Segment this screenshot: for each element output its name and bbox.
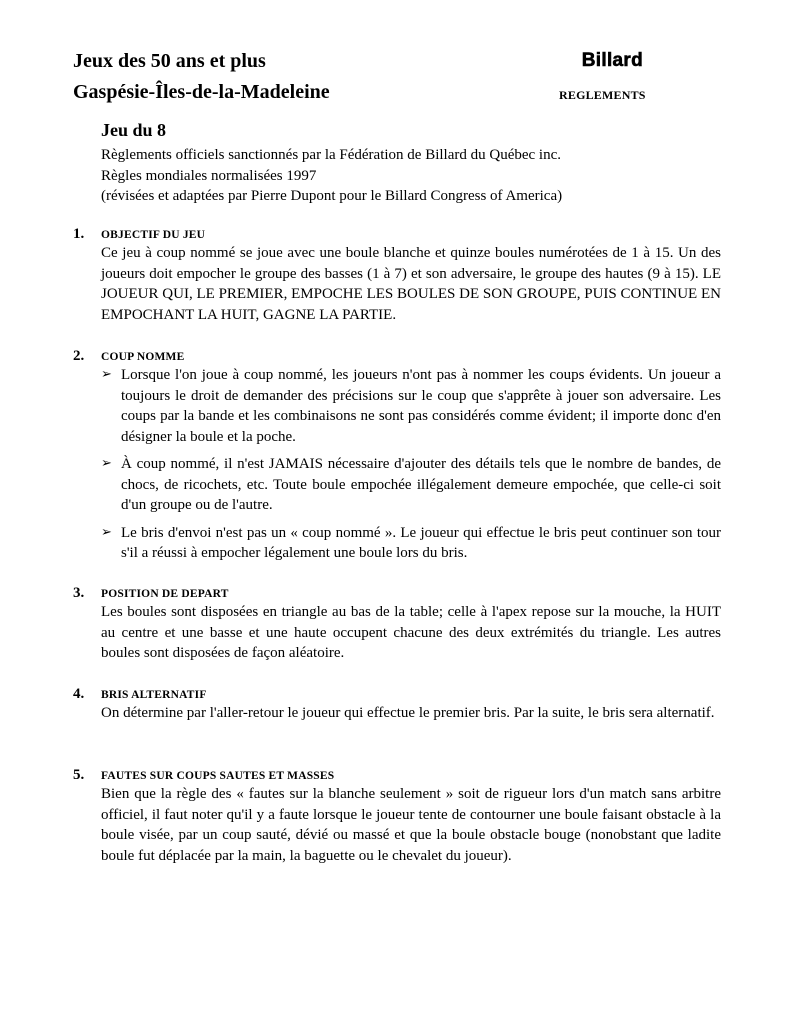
- section-number: 4.: [73, 686, 85, 702]
- section-number: 3.: [73, 585, 85, 601]
- section-bris-alternatif: [73, 686, 721, 724]
- section-body: Les boules sont disposées en triangle au bas de la table; celle à l'apex repose sur la mouche, la HUIT au centre et une basse et une haute occupent chacune des deux extrémités du triangle. Les autres boules sont disposées de façon aléatoire.: [101, 604, 721, 661]
- section-coup-nomme: [73, 348, 721, 571]
- section-body: Bien que la règle des « fautes sur la blanche seulement » soit de rigueur lors d'un match sans arbitre officiel, il faut noter qu'il y a faute lorsque le joueur tente de contourner une boule faisant obstacle à la boule visée, par un coup sauté, dévié ou massé et que la boule obstacle bouge (nonobstant que ladite boule fut déplacée par la main, la baguette ou le chevalet du joueur).: [101, 786, 721, 864]
- bullet-list: [101, 365, 721, 564]
- section-title: OBJECTIF DU JEU: [101, 229, 206, 241]
- section-title: COUP NOMME: [101, 351, 185, 363]
- header-doc-type: REGLEMENTS: [559, 88, 646, 102]
- bullet-text: Lorsque l'on joue à coup nommé, les joueurs n'ont pas à nommer les coups évidents. Un joueur a toujours le droit de demander des précisions sur le coup que s'apprête à jouer son adversaire. Les coups par la bande et les combinaisons ne sont pas considérés comme évident; il importe donc d'en désigner la boule et la poche.: [121, 367, 721, 445]
- header-sport-title: Billard: [581, 50, 643, 71]
- arrow-bullet-icon: ➢: [101, 367, 112, 382]
- list-item: [101, 365, 721, 447]
- section-title: FAUTES SUR COUPS SAUTES ET MASSES: [101, 770, 335, 782]
- bullet-text: À coup nommé, il n'est JAMAIS nécessaire d'ajouter des détails tels que le nombre de bandes, de chocs, de ricochets, etc. Toute boule empochée illégalement demeure empochée, que celle-ci soit d'un groupe ou de l'autre.: [121, 456, 721, 513]
- game-title: Jeu du 8: [101, 120, 167, 140]
- section-number: 1.: [73, 226, 85, 242]
- section-body: On détermine par l'aller-retour le joueur qui effectue le premier bris. Par la suite, le bris sera alternatif.: [101, 705, 715, 721]
- header-event-title: Jeux des 50 ans et plus: [73, 50, 266, 72]
- section-number: 5.: [73, 767, 85, 783]
- section-fautes: [73, 767, 721, 866]
- section-title: BRIS ALTERNATIF: [101, 689, 207, 701]
- header-region-title: Gaspésie-Îles-de-la-Madeleine: [73, 81, 330, 103]
- section-number: 2.: [73, 348, 85, 364]
- bullet-text: Le bris d'envoi n'est pas un « coup nommé ». Le joueur qui effectue le bris peut continuer son tour s'il a réussi à empocher légalement une boule lors du bris.: [121, 524, 721, 561]
- arrow-bullet-icon: ➢: [101, 524, 112, 540]
- intro-block: [101, 120, 721, 207]
- intro-line: Règlements officiels sanctionnés par la Fédération de Billard du Québec inc.: [101, 147, 561, 163]
- list-item: [101, 454, 721, 516]
- arrow-bullet-icon: ➢: [101, 456, 112, 471]
- section-position-depart: [73, 585, 721, 664]
- section-body: Ce jeu à coup nommé se joue avec une boule blanche et quinze boules numérotées de 1 à 15. Un des joueurs doit empocher le groupe des basses (1 à 7) et son adversaire, le groupe des hautes (9 à 15). LE JOUEUR QUI, LE PREMIER, EMPOCHE LES BOULES DE SON GROUPE, PUIS CONTINUE EN EMPOCHANT LA HUIT, GAGNE LA PARTIE.: [101, 245, 721, 323]
- intro-line: Règles mondiales normalisées 1997: [101, 167, 317, 184]
- list-item: [101, 523, 721, 564]
- section-objectif: [73, 226, 721, 325]
- intro-line: (révisées et adaptées par Pierre Dupont pour le Billard Congress of America): [101, 188, 563, 204]
- section-title: POSITION DE DEPART: [101, 588, 229, 600]
